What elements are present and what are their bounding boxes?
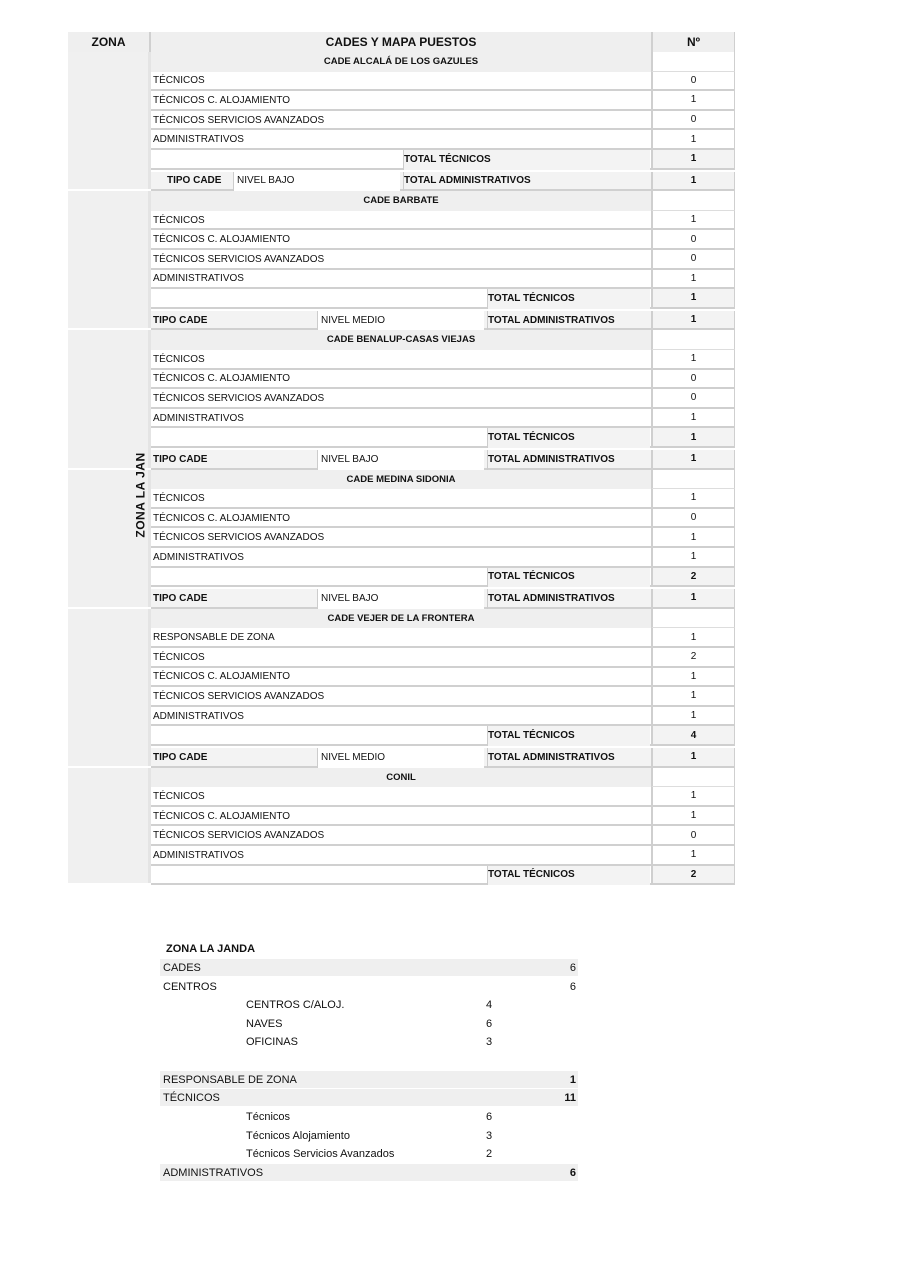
cade-title: CADE VEJER DE LA FRONTERA <box>151 609 651 629</box>
cade-row-label: ADMINISTRATIVOS <box>153 412 244 424</box>
cade-row-value: 1 <box>651 548 735 568</box>
total-tecnicos-label: TOTAL TÉCNICOS <box>487 568 650 588</box>
cade-row-label: TÉCNICOS C. ALOJAMIENTO <box>153 373 291 385</box>
cade-row-value: 2 <box>651 648 735 668</box>
total-admin-value: 1 <box>651 589 735 609</box>
summary-tecnicos-sub: Técnicos 6 <box>246 1110 493 1123</box>
cade-title: CADE ALCALÁ DE LOS GAZULES <box>151 52 651 72</box>
total-tecnicos-label: TOTAL TÉCNICOS <box>487 866 650 886</box>
total-tecnicos-value: 2 <box>651 866 735 886</box>
summary-admin-row: ADMINISTRATIVOS 6 <box>160 1164 578 1181</box>
cade-row-label: TÉCNICOS C. ALOJAMIENTO <box>153 512 291 524</box>
cade-row-value: 0 <box>651 826 735 846</box>
cade-row-value: 0 <box>651 389 735 409</box>
total-admin-label: TOTAL ADMINISTRATIVOS <box>487 589 650 609</box>
zona-column-segment <box>68 191 151 328</box>
cade-row-value: 1 <box>651 130 735 150</box>
cade-row-label: TÉCNICOS <box>153 353 205 365</box>
total-tecnicos-value: 2 <box>651 568 735 588</box>
cade-row-label: TÉCNICOS SERVICIOS AVANZADOS <box>153 532 325 544</box>
cade-row-label: TÉCNICOS C. ALOJAMIENTO <box>153 94 291 106</box>
summary-cades-row: CADES 6 <box>160 959 578 976</box>
total-tecnicos-value: 1 <box>651 428 735 448</box>
cade-row-label: TÉCNICOS C. ALOJAMIENTO <box>153 671 291 683</box>
total-tecnicos-label: TOTAL TÉCNICOS <box>487 428 650 448</box>
cade-row-label: TÉCNICOS SERVICIOS AVANZADOS <box>153 690 325 702</box>
cade-row-label: TÉCNICOS <box>153 790 205 802</box>
tipo-cade-label: TIPO CADE <box>153 314 208 326</box>
summary-title: ZONA LA JANDA <box>166 942 256 955</box>
cade-row-value: 1 <box>651 528 735 548</box>
zona-column-segment <box>68 768 151 884</box>
tipo-cade-value: NIVEL BAJO <box>317 589 484 609</box>
summary-responsable-row: RESPONSABLE DE ZONA 1 <box>160 1071 578 1088</box>
cades-header: CADES Y MAPA PUESTOS <box>151 32 651 52</box>
total-admin-label: TOTAL ADMINISTRATIVOS <box>403 172 650 192</box>
cade-row-label: TÉCNICOS <box>153 214 205 226</box>
total-tecnicos-label: TOTAL TÉCNICOS <box>487 289 650 309</box>
cade-title-num <box>651 470 735 490</box>
cade-title-num <box>651 609 735 629</box>
zona-vertical-label: ZONA LA JAN <box>134 452 148 538</box>
tipo-cade-label: TIPO CADE <box>153 453 208 465</box>
summary-oficinas: OFICINAS 3 <box>246 1035 493 1048</box>
cade-row-value: 1 <box>651 270 735 290</box>
cade-row-value: 1 <box>651 489 735 509</box>
total-admin-value: 1 <box>651 748 735 768</box>
total-admin-value: 1 <box>651 311 735 331</box>
cade-row-value: 0 <box>651 509 735 529</box>
cade-row-value: 1 <box>651 409 735 429</box>
summary-naves: NAVES 6 <box>246 1017 493 1030</box>
cade-title-num <box>651 52 735 72</box>
cade-row-value: 0 <box>651 72 735 92</box>
total-tecnicos-value: 4 <box>651 726 735 746</box>
cade-row-label: ADMINISTRATIVOS <box>153 710 244 722</box>
cade-row-label: TÉCNICOS C. ALOJAMIENTO <box>153 810 291 822</box>
cade-row-label: TÉCNICOS SERVICIOS AVANZADOS <box>153 392 325 404</box>
cade-row-value: 1 <box>651 807 735 827</box>
cade-row-label: TÉCNICOS C. ALOJAMIENTO <box>153 234 291 246</box>
cade-row-value: 1 <box>651 846 735 866</box>
tipo-cade-label: TIPO CADE <box>153 592 208 604</box>
summary-tecnicos-avanzados: Técnicos Servicios Avanzados 2 <box>246 1147 493 1160</box>
tipo-cade-label: TIPO CADE <box>167 175 222 187</box>
cade-row-label: TÉCNICOS SERVICIOS AVANZADOS <box>153 253 325 265</box>
cade-row-value: 0 <box>651 111 735 131</box>
cade-title-num <box>651 330 735 350</box>
cade-row-value: 1 <box>651 787 735 807</box>
zona-header: ZONA <box>68 32 151 52</box>
cade-row-label: TÉCNICOS SERVICIOS AVANZADOS <box>153 114 325 126</box>
tipo-cade-label: TIPO CADE <box>153 751 208 763</box>
summary-centros-row: CENTROS 6 <box>163 980 576 993</box>
cade-title: CONIL <box>151 768 651 788</box>
cade-title: CADE BENALUP-CASAS VIEJAS <box>151 330 651 350</box>
cade-row-label: ADMINISTRATIVOS <box>153 273 244 285</box>
summary-tecnicos-aloj: Técnicos Alojamiento 3 <box>246 1129 493 1142</box>
cade-row-label: RESPONSABLE DE ZONA <box>153 632 275 644</box>
cade-row-value: 0 <box>651 370 735 390</box>
total-tecnicos-value: 1 <box>651 150 735 170</box>
cade-row-value: 1 <box>651 687 735 707</box>
cade-row-value: 0 <box>651 230 735 250</box>
cade-row-value: 0 <box>651 250 735 270</box>
num-header: Nº <box>651 32 735 52</box>
tipo-cade-value: NIVEL BAJO <box>233 172 400 192</box>
cade-row-value: 1 <box>651 668 735 688</box>
zona-column-segment <box>68 609 151 766</box>
total-tecnicos-label: TOTAL TÉCNICOS <box>403 150 650 170</box>
cade-row-value: 1 <box>651 91 735 111</box>
cade-title: CADE MEDINA SIDONIA <box>151 470 651 490</box>
zona-column-segment <box>68 330 151 467</box>
cade-row-value: 1 <box>651 211 735 231</box>
total-admin-value: 1 <box>651 172 735 192</box>
cade-row-value: 1 <box>651 707 735 727</box>
tipo-cade-value: NIVEL MEDIO <box>317 748 484 768</box>
cade-row-label: ADMINISTRATIVOS <box>153 134 244 146</box>
cade-row-label: ADMINISTRATIVOS <box>153 551 244 563</box>
summary-centros-aloj: CENTROS C/ALOJ. 4 <box>246 998 493 1011</box>
cade-row-label: TÉCNICOS <box>153 651 205 663</box>
total-admin-label: TOTAL ADMINISTRATIVOS <box>487 748 650 768</box>
zona-column-segment <box>68 52 151 189</box>
cade-row-label: TÉCNICOS SERVICIOS AVANZADOS <box>153 830 325 842</box>
tipo-cade-value: NIVEL MEDIO <box>317 311 484 331</box>
summary-tecnicos-row: TÉCNICOS 11 <box>160 1089 578 1106</box>
total-admin-label: TOTAL ADMINISTRATIVOS <box>487 450 650 470</box>
total-tecnicos-value: 1 <box>651 289 735 309</box>
cade-title-num <box>651 191 735 211</box>
total-tecnicos-label: TOTAL TÉCNICOS <box>487 726 650 746</box>
cade-row-value: 1 <box>651 350 735 370</box>
cade-row-label: TÉCNICOS <box>153 75 205 87</box>
tipo-cade-value: NIVEL BAJO <box>317 450 484 470</box>
cade-title-num <box>651 768 735 788</box>
total-admin-value: 1 <box>651 450 735 470</box>
cade-title: CADE BARBATE <box>151 191 651 211</box>
cade-row-label: TÉCNICOS <box>153 492 205 504</box>
cade-row-value: 1 <box>651 628 735 648</box>
total-admin-label: TOTAL ADMINISTRATIVOS <box>487 311 650 331</box>
cade-row-label: ADMINISTRATIVOS <box>153 849 244 861</box>
